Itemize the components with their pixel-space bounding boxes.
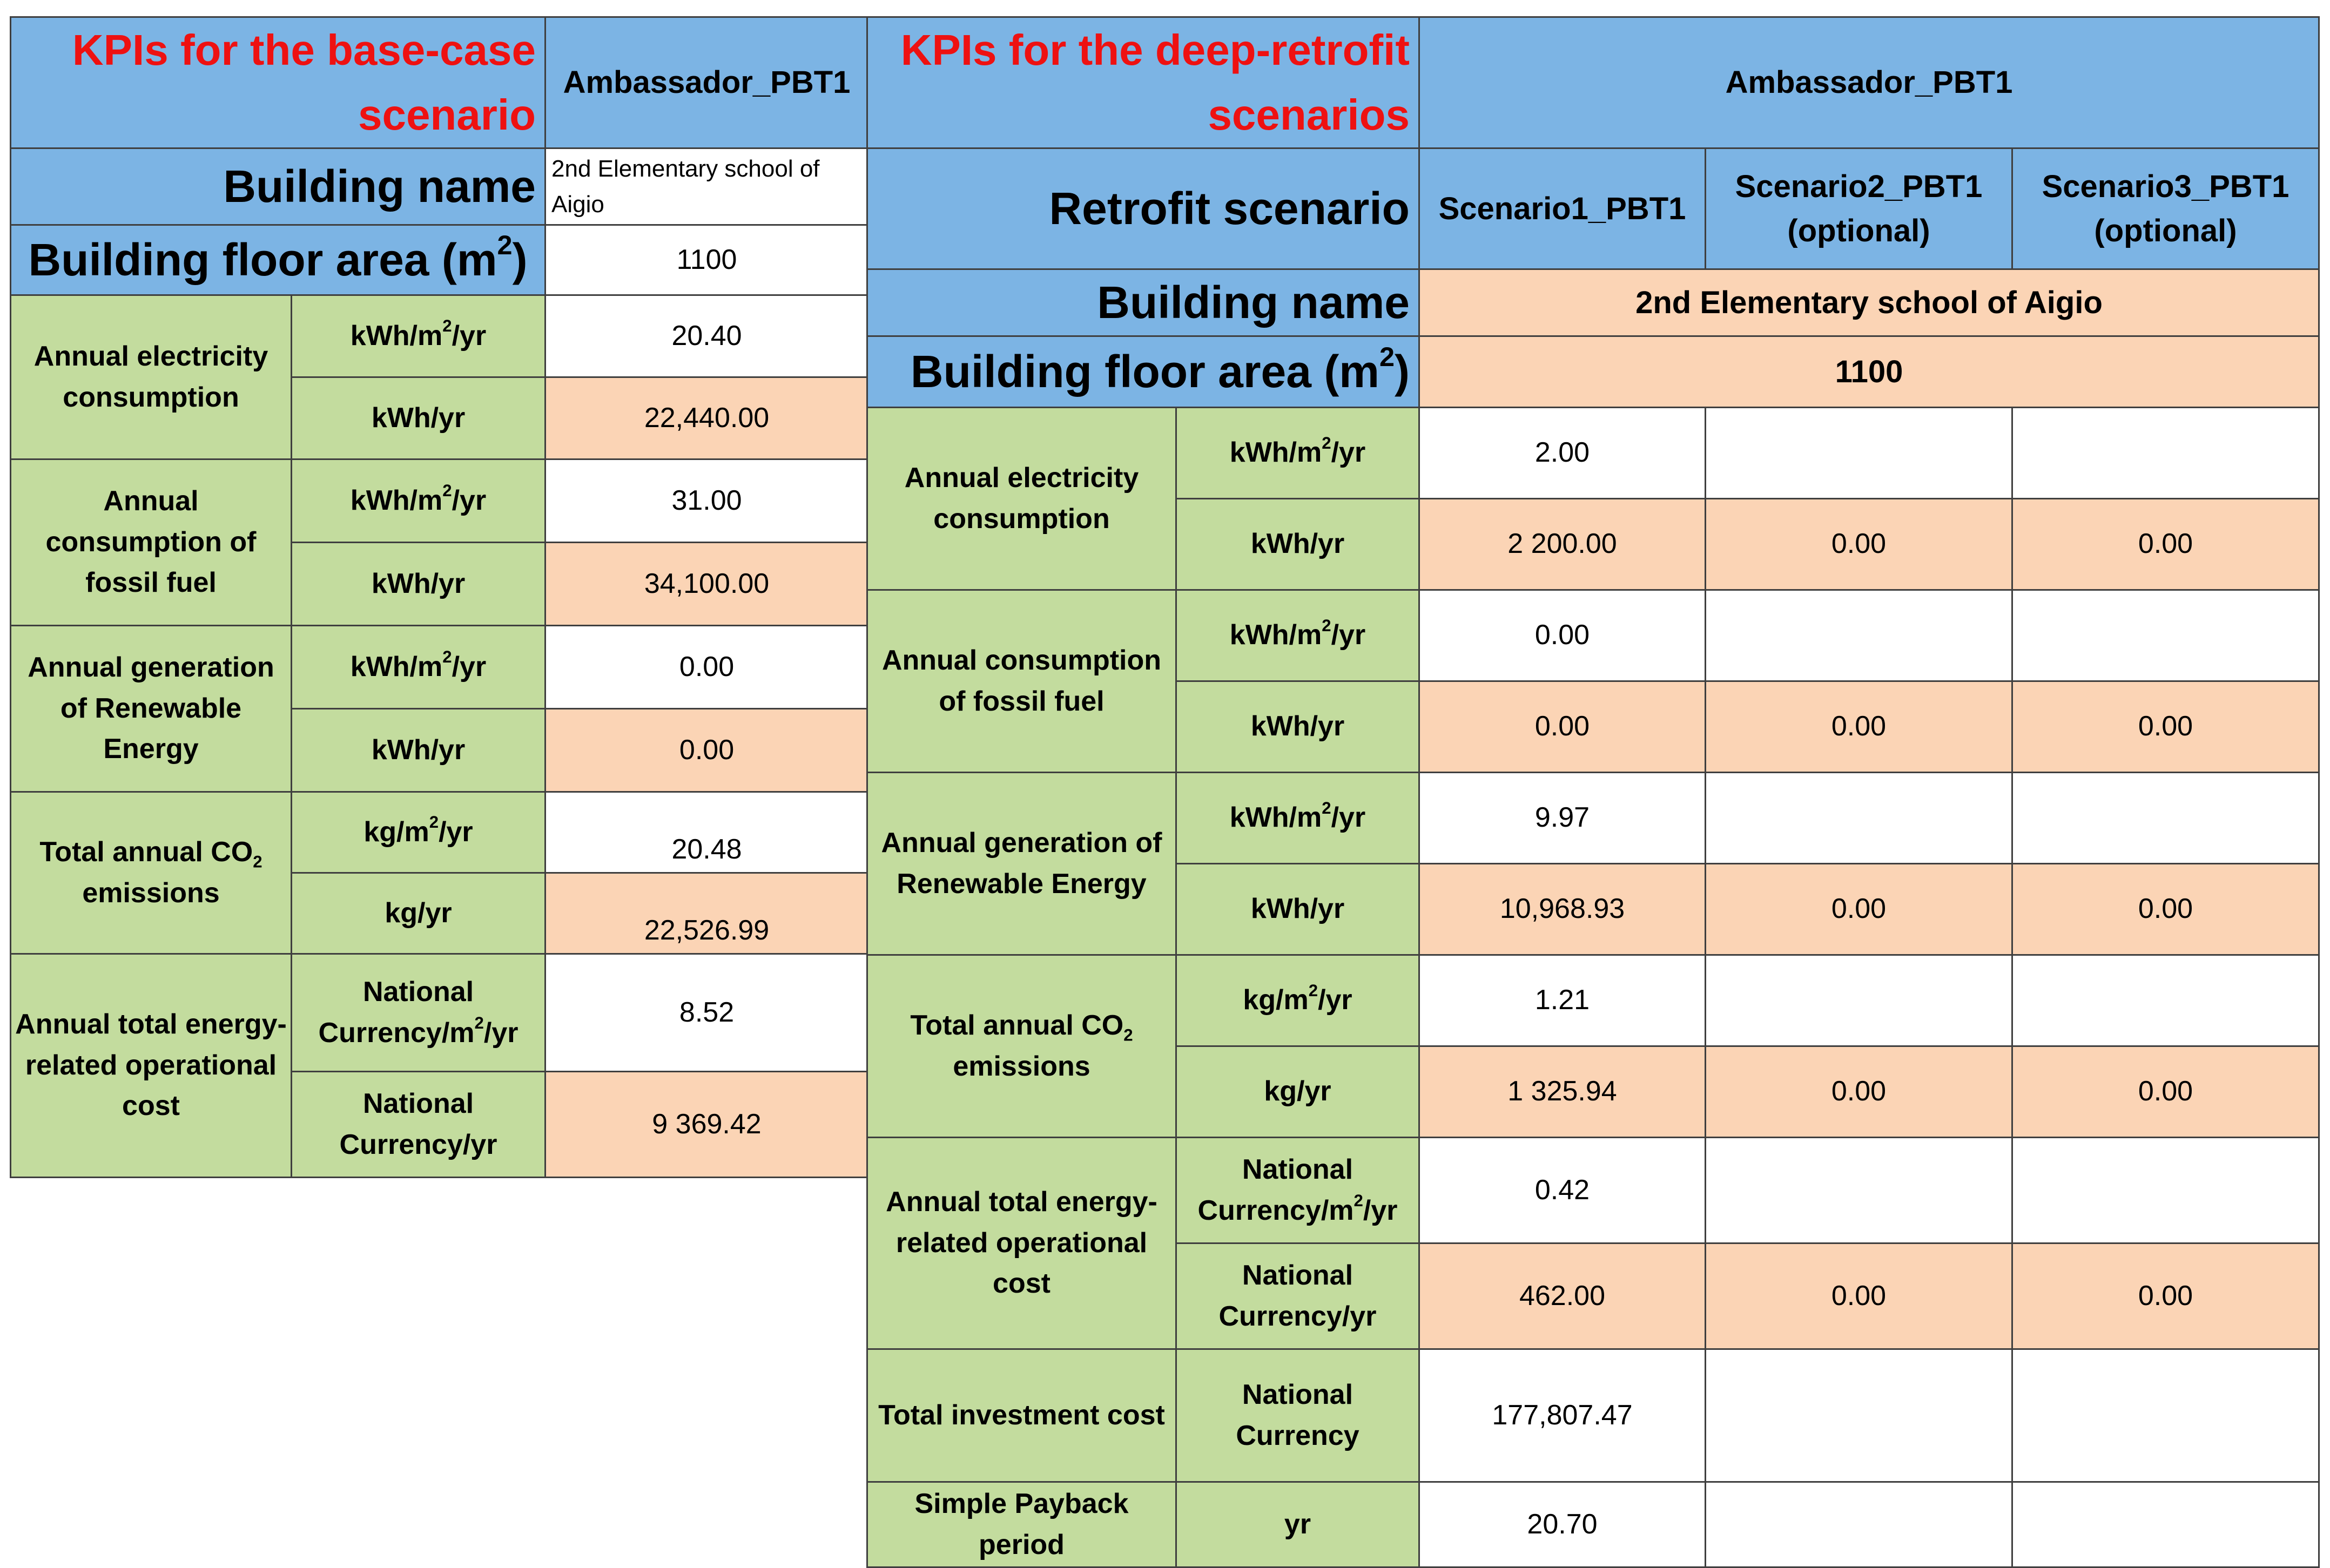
s3-cost-m2 (2012, 1138, 2319, 1243)
retrofit-building-name-label: Building name (867, 269, 1419, 336)
s1-fossil-yr: 0.00 (1419, 681, 1706, 773)
retrofit-title: KPIs for the deep-retrofit scenarios (867, 17, 1419, 148)
s1-cost-m2: 0.42 (1419, 1138, 1706, 1243)
s1-co2-yr: 1 325.94 (1419, 1046, 1706, 1138)
s3-renew-m2 (2012, 773, 2319, 864)
retrofit-renewable-label: Annual generation of Renewable Energy (867, 773, 1176, 955)
s1-renew-yr: 10,968.93 (1419, 864, 1706, 955)
retrofit-floor-area: 1100 (1419, 336, 2319, 408)
unit-currency-m2: National Currency/$m^2/yr$ (1176, 1138, 1419, 1243)
unit-kwh-m2: kWh/$m^2/yr$ (1176, 773, 1419, 864)
base-building-name: 2nd Elementary school of Aigio (546, 148, 868, 225)
s1-elec-yr: 2 200.00 (1419, 499, 1706, 590)
scenario2-header: Scenario2_PBT1 (optional) (1706, 148, 2012, 269)
unit-kwh-yr: kWh/yr (292, 709, 546, 792)
retrofit-cost-label: Annual total energy-related operational cost (867, 1138, 1176, 1349)
s2-co2-m2 (1706, 955, 2012, 1046)
retrofit-building-name: 2nd Elementary school of Aigio (1419, 269, 2319, 336)
unit-kg-yr: kg/yr (292, 873, 546, 954)
unit-kwh-yr: kWh/yr (1176, 499, 1419, 590)
retrofit-payback-label: Simple Payback period (867, 1482, 1176, 1567)
unit-currency-yr: National Currency/yr (292, 1072, 546, 1178)
s2-cost-m2 (1706, 1138, 2012, 1243)
unit-kwh-m2: kWh/$m^2/yr$ (1176, 408, 1419, 499)
base-co2-label: Total annual $CO_2$ emissions (11, 792, 292, 954)
s2-renew-m2 (1706, 773, 2012, 864)
base-project-name: Ambassador_PBT1 (546, 17, 868, 148)
s2-co2-yr: 0.00 (1706, 1046, 2012, 1138)
base-floor-area-label: Building floor area $(m^2)$ (11, 225, 546, 295)
s2-renew-yr: 0.00 (1706, 864, 2012, 955)
s1-fossil-m2: 0.00 (1419, 590, 1706, 681)
retrofit-electricity-label: Annual electricity consumption (867, 408, 1176, 590)
s3-elec-yr: 0.00 (2012, 499, 2319, 590)
unit-kwh-m2: kWh/$m^2/yr$ (292, 626, 546, 709)
unit-kg-m2: $kg/m^2/yr$ (292, 792, 546, 873)
base-cost-label: Annual total energy-related operational cost (11, 954, 292, 1178)
unit-kwh-m2: kWh/$m^2/yr$ (1176, 590, 1419, 681)
unit-yr: yr (1176, 1482, 1419, 1567)
base-co2-yr: 22,526.99 (546, 873, 868, 954)
base-cost-yr: 9 369.42 (546, 1072, 868, 1178)
base-co2-m2: 20.48 (546, 792, 868, 873)
s2-fossil-m2 (1706, 590, 2012, 681)
s1-investment: 177,807.47 (1419, 1349, 1706, 1482)
base-elec-yr: 22,440.00 (546, 377, 868, 459)
unit-kwh-yr: kWh/yr (1176, 864, 1419, 955)
s1-elec-m2: 2.00 (1419, 408, 1706, 499)
s1-co2-m2: 1.21 (1419, 955, 1706, 1046)
base-electricity-label: Annual electricity consumption (11, 295, 292, 459)
retrofit-floor-area-label: Building floor area $(m^2)$ (867, 336, 1419, 408)
s1-cost-yr: 462.00 (1419, 1243, 1706, 1349)
unit-kg-m2: $kg/m^2/yr$ (1176, 955, 1419, 1046)
unit-kg-yr: kg/yr (1176, 1046, 1419, 1138)
unit-currency: National Currency (1176, 1349, 1419, 1482)
base-fossil-yr: 34,100.00 (546, 543, 868, 626)
base-renew-m2: 0.00 (546, 626, 868, 709)
retrofit-kpi-table (866, 16, 2320, 1568)
s3-co2-m2 (2012, 955, 2319, 1046)
retrofit-co2-label: Total annual $CO_2$ emissions (867, 955, 1176, 1138)
s3-elec-m2 (2012, 408, 2319, 499)
retrofit-project-name: Ambassador_PBT1 (1419, 17, 2319, 148)
unit-currency-yr: National Currency/yr (1176, 1243, 1419, 1349)
scenario1-header: Scenario1_PBT1 (1419, 148, 1706, 269)
unit-kwh-yr: kWh/yr (292, 543, 546, 626)
base-case-kpi-table (10, 16, 869, 1178)
s3-cost-yr: 0.00 (2012, 1243, 2319, 1349)
s2-investment (1706, 1349, 2012, 1482)
base-elec-m2: 20.40 (546, 295, 868, 377)
s1-payback: 20.70 (1419, 1482, 1706, 1567)
s3-renew-yr: 0.00 (2012, 864, 2319, 955)
unit-kwh-yr: kWh/yr (292, 377, 546, 459)
retrofit-scenario-label: Retrofit scenario (867, 148, 1419, 269)
s1-renew-m2: 9.97 (1419, 773, 1706, 864)
base-renewable-label: Annual generation of Renewable Energy (11, 626, 292, 792)
unit-kwh-m2: kWh/$m^2/yr$ (292, 459, 546, 543)
unit-kwh-yr: kWh/yr (1176, 681, 1419, 773)
s3-fossil-yr: 0.00 (2012, 681, 2319, 773)
s2-elec-yr: 0.00 (1706, 499, 2012, 590)
base-case-title: KPIs for the base-case scenario (11, 17, 546, 148)
s2-cost-yr: 0.00 (1706, 1243, 2012, 1349)
base-floor-area: 1100 (546, 225, 868, 295)
s2-fossil-yr: 0.00 (1706, 681, 2012, 773)
base-fossil-m2: 31.00 (546, 459, 868, 543)
base-fossil-label: Annual consumption of fossil fuel (11, 459, 292, 626)
scenario3-header: Scenario3_PBT1 (optional) (2012, 148, 2319, 269)
retrofit-fossil-label: Annual consumption of fossil fuel (867, 590, 1176, 773)
s3-payback (2012, 1482, 2319, 1567)
s3-fossil-m2 (2012, 590, 2319, 681)
unit-currency-m2: National Currency/$m^2/yr$ (292, 954, 546, 1072)
s2-payback (1706, 1482, 2012, 1567)
base-building-name-label: Building name (11, 148, 546, 225)
unit-kwh-m2: kWh/$m^2/yr$ (292, 295, 546, 377)
s2-elec-m2 (1706, 408, 2012, 499)
retrofit-investment-label: Total investment cost (867, 1349, 1176, 1482)
s3-co2-yr: 0.00 (2012, 1046, 2319, 1138)
base-renew-yr: 0.00 (546, 709, 868, 792)
s3-investment (2012, 1349, 2319, 1482)
base-cost-m2: 8.52 (546, 954, 868, 1072)
